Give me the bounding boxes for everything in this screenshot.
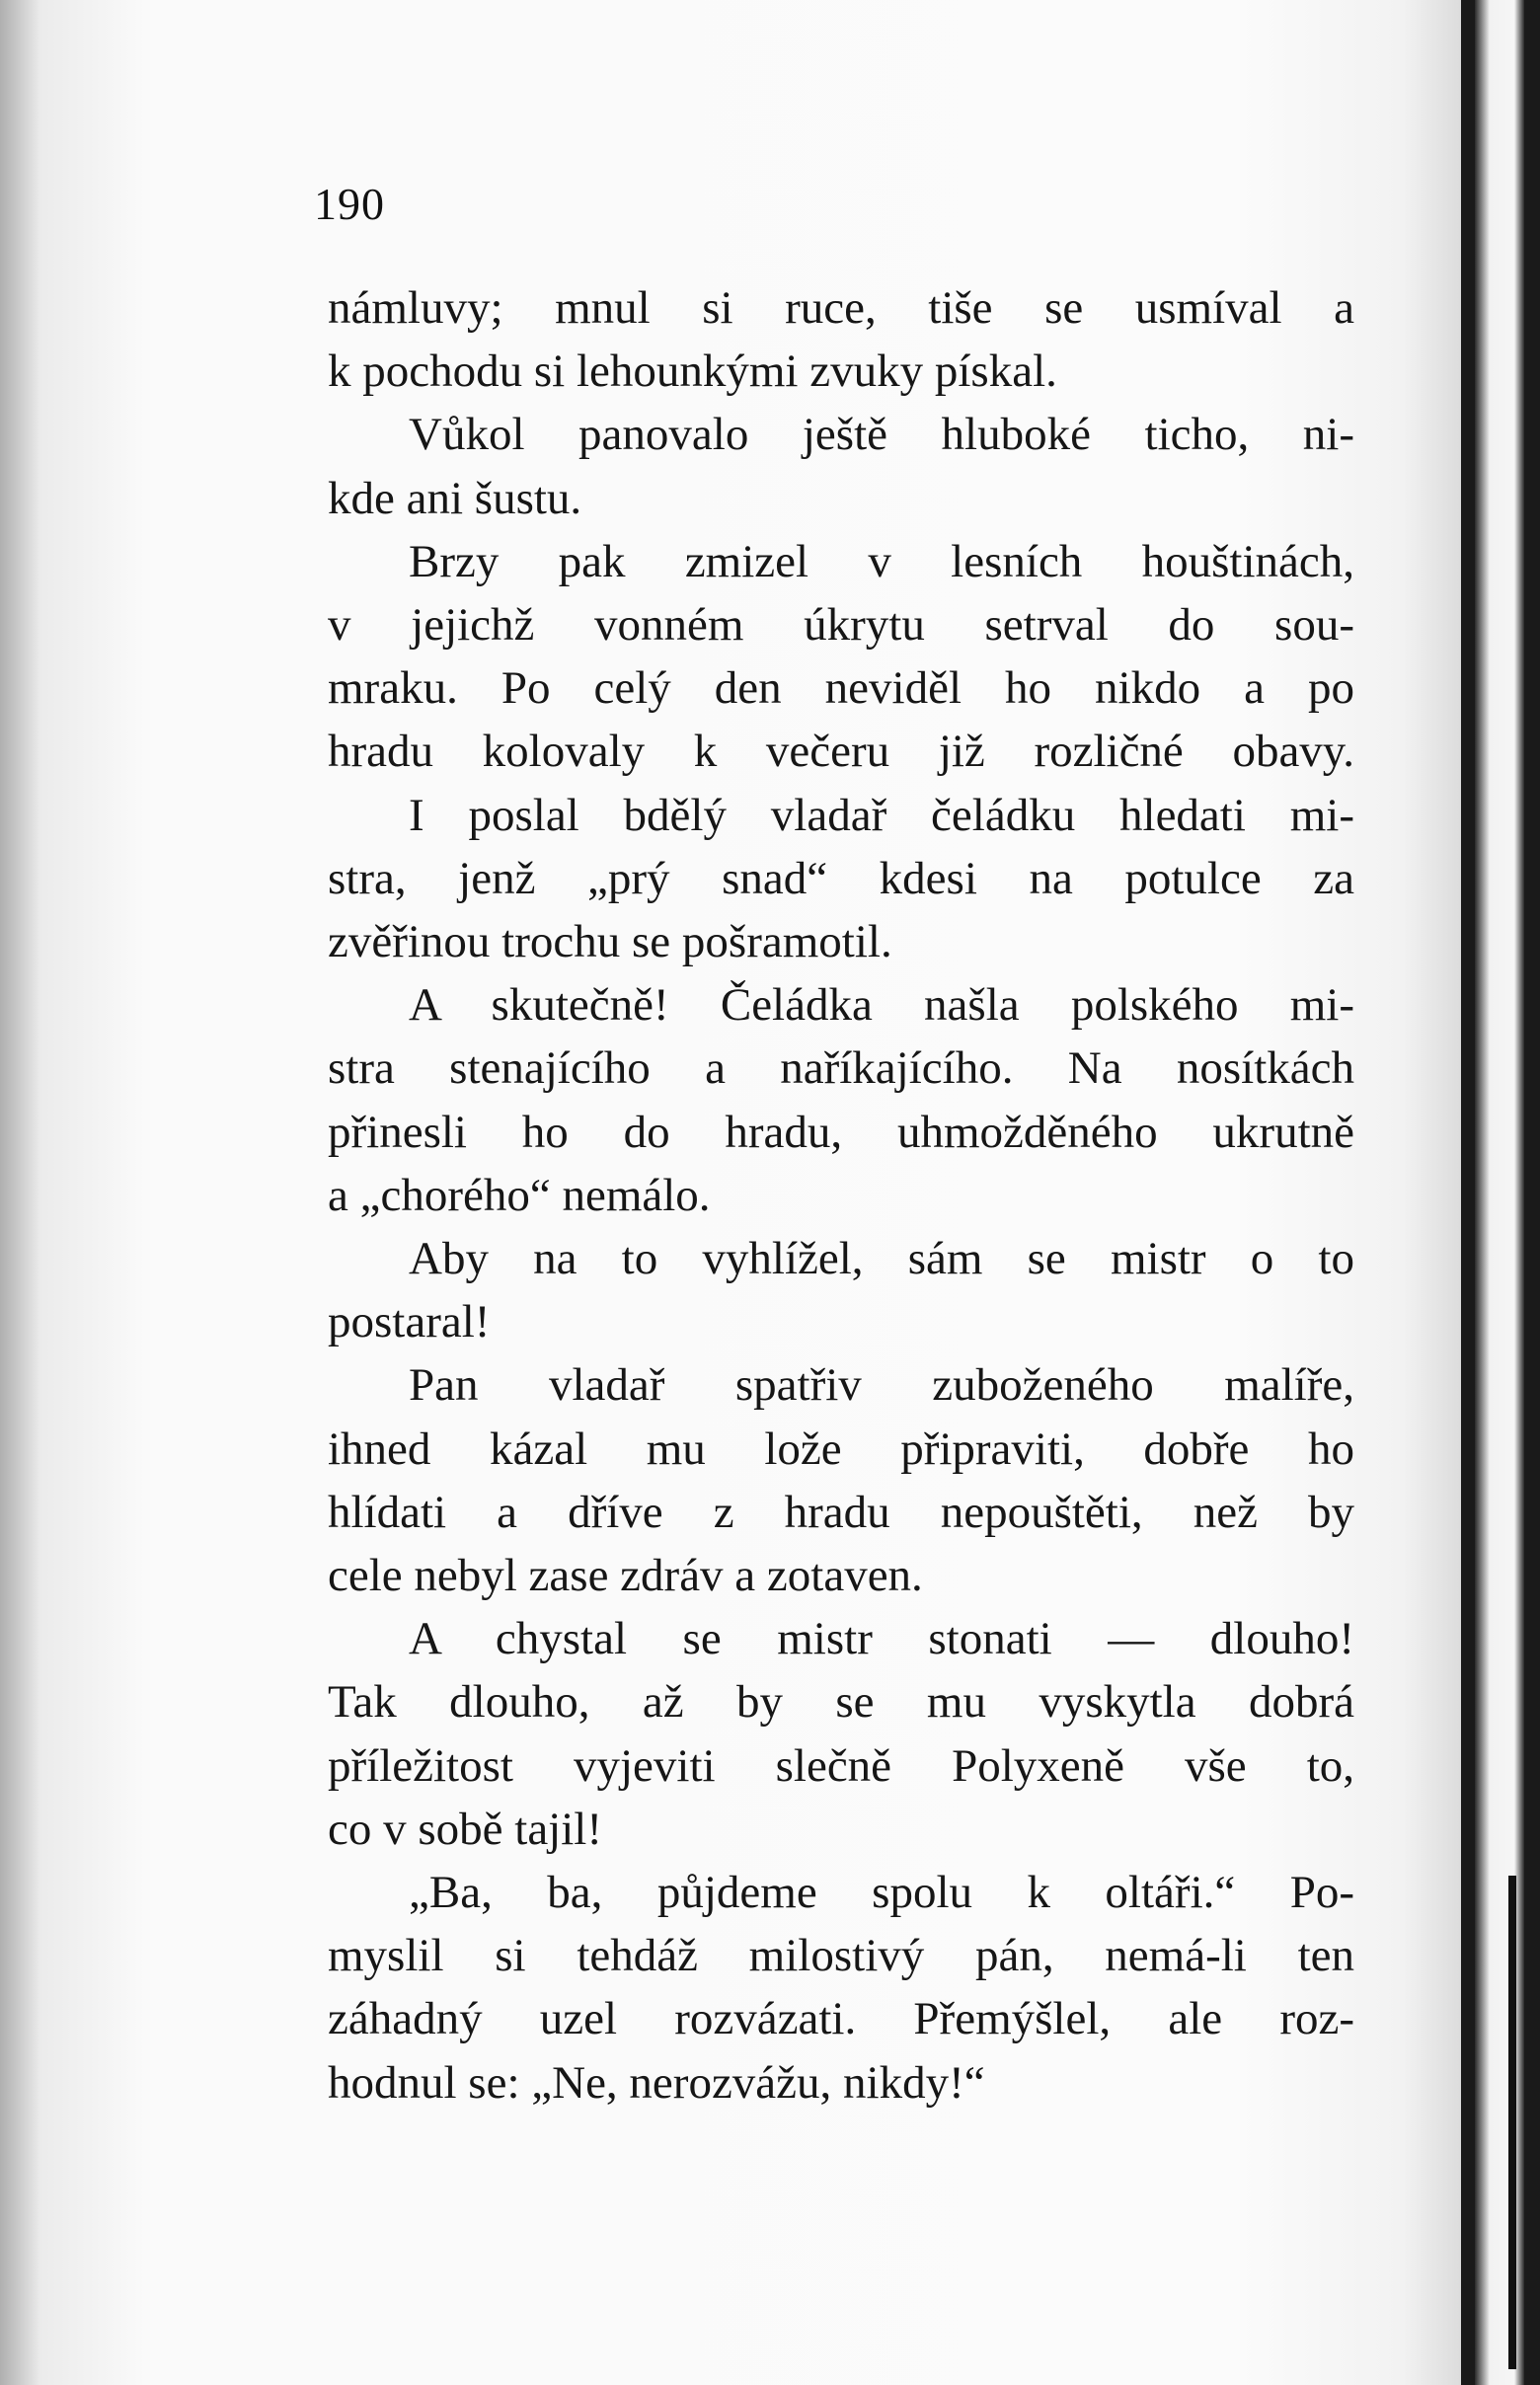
text-line: Brzy pak zmizel v lesních houštinách, xyxy=(409,535,1354,587)
text-line: kde ani šustu. xyxy=(328,472,582,524)
page-gutter-shadow xyxy=(0,0,39,2385)
text-line: myslil si tehdáž milostivý pán, nemá-li ten xyxy=(328,1930,1354,1982)
text-line: Aby na to vyhlížel, sám se mistr o to xyxy=(409,1233,1354,1285)
text-line: „Ba, ba, půjdeme spolu k oltáři.“ Po- xyxy=(409,1867,1354,1919)
text-line: Pan vladař spatřiv zuboženého malíře, xyxy=(409,1359,1354,1412)
text-line: k pochodu si lehounkými zvuky pískal. xyxy=(328,346,1057,398)
text-line: přinesli ho do hradu, uhmožděného ukrutně xyxy=(328,1106,1354,1158)
adjacent-page-edge xyxy=(1461,0,1540,2385)
page-number: 190 xyxy=(314,179,385,229)
adjacent-page-sliver xyxy=(1475,0,1524,2385)
text-line: A skutečně! Čeládka našla polského mi- xyxy=(409,979,1354,1032)
body-text xyxy=(328,276,1354,2115)
text-line: Tak dlouho, až by se mu vyskytla dobrá xyxy=(328,1676,1354,1729)
text-line: ihned kázal mu lože připraviti, dobře ho xyxy=(328,1423,1354,1475)
text-line: I poslal bdělý vladař čeládku hledati mi- xyxy=(409,789,1354,841)
text-line: mraku. Po celý den neviděl ho nikdo a po xyxy=(328,662,1354,715)
text-line: cele nebyl zase zdráv a zotaven. xyxy=(328,1550,923,1602)
text-line: hradu kolovaly k večeru již rozličné obavy. xyxy=(328,726,1354,778)
text-line: Vůkol panovalo ještě hluboké ticho, ni- xyxy=(409,409,1354,461)
text-line: v jejichž vonném úkrytu setrval do sou- xyxy=(328,599,1354,652)
text-line: co v sobě tajil! xyxy=(328,1803,603,1855)
text-line: stra stenajícího a naříkajícího. Na nosítkách xyxy=(328,1042,1354,1095)
text-line: příležitost vyjeviti slečně Polyxeně vše to, xyxy=(328,1739,1354,1792)
page-edge-mark xyxy=(1508,1876,1516,2369)
text-line: záhadný uzel rozvázati. Přemýšlel, ale roz- xyxy=(328,1993,1354,2045)
text-line: námluvy; mnul si ruce, tiše se usmíval a xyxy=(328,282,1354,334)
text-line: stra, jenž „prý snad“ kdesi na potulce za xyxy=(328,852,1354,904)
text-line: A chystal se mistr stonati — dlouho! xyxy=(409,1613,1354,1665)
text-line: postaral! xyxy=(328,1296,491,1348)
text-line: hodnul se: „Ne, nerozvážu, nikdy!“ xyxy=(328,2056,985,2109)
text-line: zvěřinou trochu se pošramotil. xyxy=(328,916,892,968)
text-line: hlídati a dříve z hradu nepouštěti, než by xyxy=(328,1486,1354,1538)
text-line: a „chorého“ nemálo. xyxy=(328,1169,711,1221)
